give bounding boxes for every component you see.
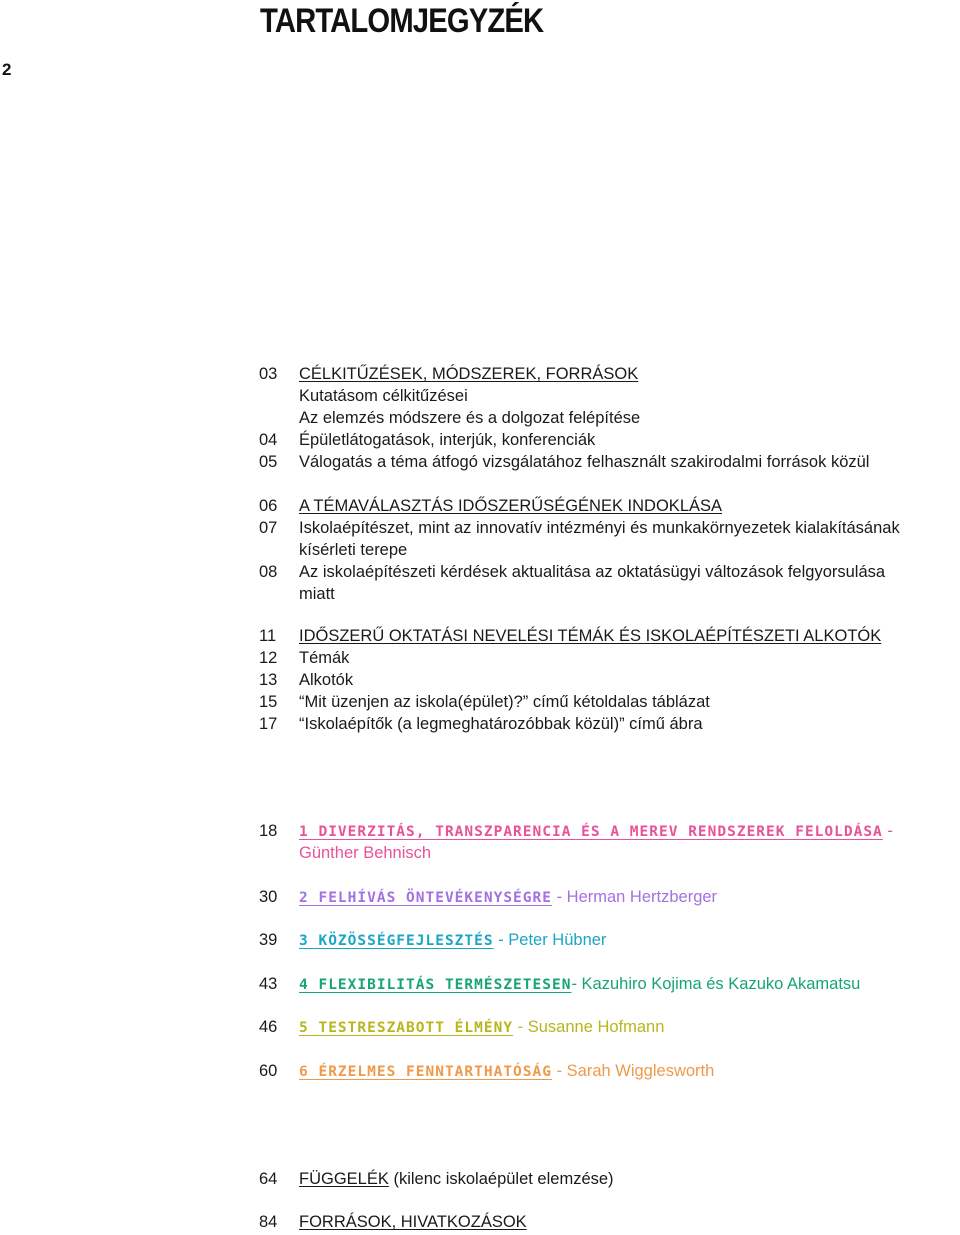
toc-section-heading[interactable]: A TÉMAVÁLASZTÁS IDŐSZERŰSÉGÉNEK INDOKLÁSA [299, 497, 723, 515]
toc-page-number: 18 [259, 822, 278, 840]
toc-page-number: 08 [259, 563, 278, 581]
toc-page-number: 07 [259, 519, 278, 537]
chapter-author: Susanne Hofmann [527, 1018, 665, 1036]
toc-page-number: 39 [259, 931, 278, 949]
chapter-title[interactable]: 2 FELHÍVÁS ÖNTEVÉKENYSÉGRE [299, 890, 552, 906]
chapter-separator: - [551, 1062, 567, 1080]
appendix-note: (kilenc iskolaépület elemzése) [388, 1170, 614, 1188]
toc-page-number: 17 [259, 715, 278, 733]
page-number: 2 [2, 60, 12, 79]
chapter-title[interactable]: 3 KÖZÖSSÉGFEJLESZTÉS [299, 933, 494, 949]
toc-page-number: 13 [259, 671, 278, 689]
toc-page-number: 04 [259, 431, 278, 449]
chapter-author: Kazuhiro Kojima és Kazuko Akamatsu [581, 975, 861, 993]
chapter-separator: - [551, 888, 567, 906]
chapter-author: Peter Hübner [508, 931, 607, 949]
toc-page-number: 06 [259, 497, 278, 515]
toc-page-number: 60 [259, 1062, 278, 1080]
toc-page-number: 46 [259, 1018, 278, 1036]
toc-entry-text: Iskolaépítészet, mint az innovatív intézményi és munkakörnyezetek kialakításának [299, 519, 900, 537]
toc-entry-text: Alkotók [299, 671, 354, 689]
toc-section-heading[interactable]: IDŐSZERŰ OKTATÁSI NEVELÉSI TÉMÁK ÉS ISKOLAÉPÍTÉSZETI ALKOTÓK [299, 627, 882, 645]
chapter-separator: - [882, 822, 893, 840]
toc-entry-text: Kutatásom célkitűzései [299, 387, 468, 405]
chapter-title[interactable]: 4 FLEXIBILITÁS TERMÉSZETESEN [299, 977, 572, 993]
chapter-title[interactable]: 1 DIVERZITÁS, TRANSZPARENCIA ÉS A MEREV RENDSZEREK FELOLDÁSA [299, 824, 883, 840]
toc-page-number: 05 [259, 453, 278, 471]
toc-page-number: 43 [259, 975, 278, 993]
toc-page-number: 30 [259, 888, 278, 906]
chapter-title[interactable]: 6 ÉRZELMES FENNTARTHATÓSÁG [299, 1064, 552, 1080]
toc-page-number: 11 [259, 627, 277, 645]
appendix-title[interactable]: FÜGGELÉK [299, 1170, 389, 1188]
chapter-author: Herman Hertzberger [566, 888, 718, 906]
toc-entry-text: “Iskolaépítők (a legmeghatározóbbak közül)” című ábra [299, 715, 703, 733]
chapter-author: Günther Behnisch [299, 844, 432, 862]
chapter-author: Sarah Wigglesworth [566, 1062, 715, 1080]
chapter-separator: - [493, 931, 509, 949]
toc-entry-text: Épületlátogatások, interjúk, konferenciák [299, 431, 596, 449]
toc-entry-text: kísérleti terepe [299, 541, 408, 559]
toc-entry-text: Témák [299, 649, 350, 667]
toc-entry-text: “Mit üzenjen az iskola(épület)?” című kétoldalas táblázat [299, 693, 710, 711]
chapter-separator: - [513, 1018, 528, 1036]
toc-page-number: 84 [259, 1213, 278, 1231]
toc-entry-text: Az iskolaépítészeti kérdések aktualitása az oktatásügyi változások felgyorsulása [299, 563, 886, 581]
toc-page-number: 12 [259, 649, 278, 667]
chapter-separator: - [571, 975, 582, 993]
toc-page-number: 64 [259, 1170, 278, 1188]
sources-title[interactable]: FORRÁSOK, HIVATKOZÁSOK [299, 1213, 527, 1231]
page-title: TARTALOMJEGYZÉK [260, 2, 544, 40]
toc-entry-text: Az elemzés módszere és a dolgozat felépítése [299, 409, 641, 427]
toc-page-number: 03 [259, 365, 278, 383]
chapter-title[interactable]: 5 TESTRESZABOTT ÉLMÉNY [299, 1020, 514, 1036]
toc-entry-text: Válogatás a téma átfogó vizsgálatához felhasznált szakirodalmi források közül [299, 453, 870, 471]
toc-section-heading[interactable]: CÉLKITŰZÉSEK, MÓDSZEREK, FORRÁSOK [299, 365, 639, 383]
toc-page-number: 15 [259, 693, 278, 711]
toc-entry-text: miatt [299, 585, 335, 603]
